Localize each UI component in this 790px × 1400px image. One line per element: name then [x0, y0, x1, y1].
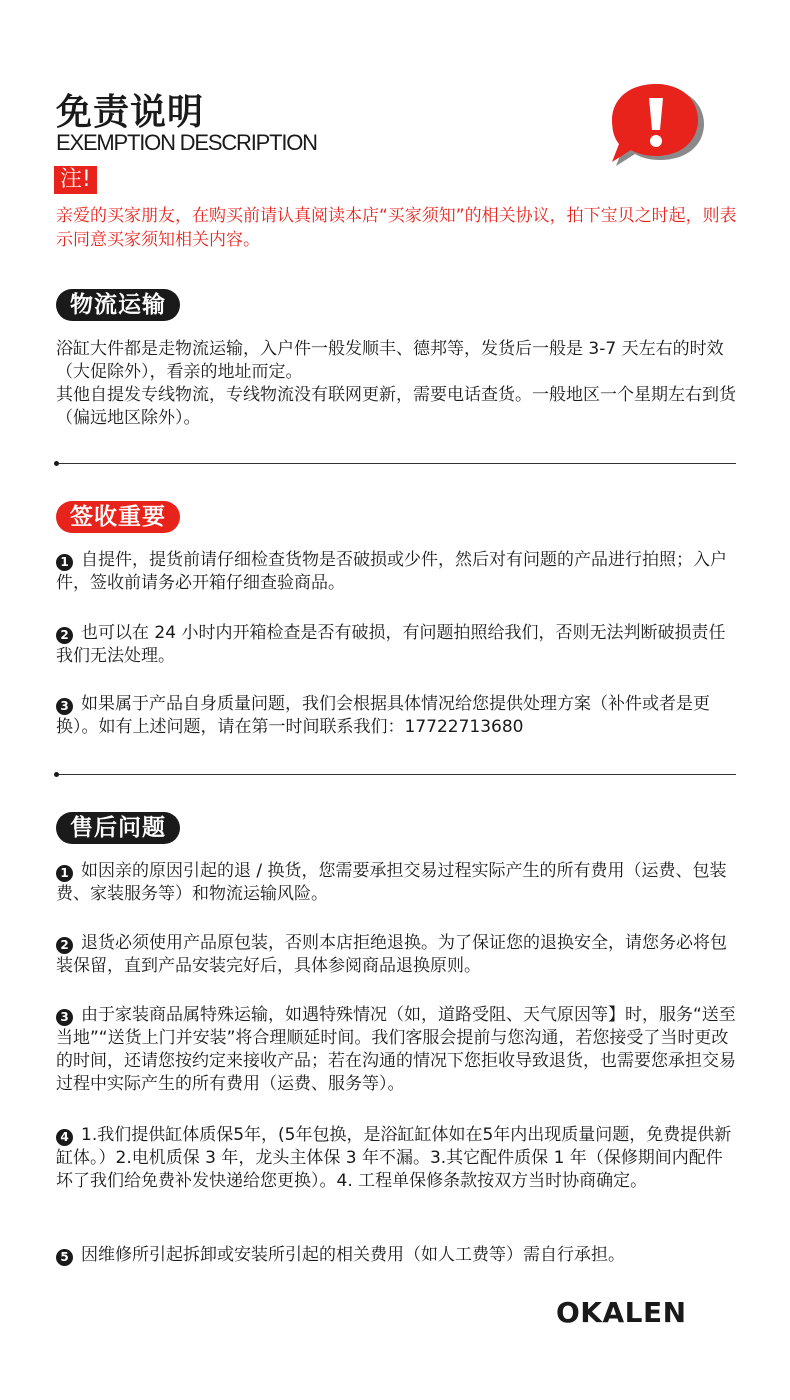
section-heading-aftersales: 售后问题	[56, 812, 180, 844]
section-heading-signing: 签收重要	[56, 501, 180, 533]
list-item	[56, 860, 738, 906]
number-badge-icon: 3	[56, 1009, 73, 1026]
list-item	[56, 693, 738, 739]
number-badge-icon: 1	[56, 865, 73, 882]
number-badge-icon: 4	[56, 1129, 73, 1146]
number-badge-icon: 1	[56, 554, 73, 571]
logistics-paragraph-2: 其他自提发专线物流，专线物流没有联网更新，需要电话查货。一般地区一个星期左右到货（偏远地区除外）。	[56, 385, 736, 428]
number-badge-icon: 3	[56, 698, 73, 715]
list-item-text: 因维修所引起拆卸或安装所引起的相关费用（如人工费等）需自行承担。	[81, 1245, 625, 1265]
list-item	[56, 1244, 738, 1267]
exclamation-speech-bubble-icon	[608, 82, 708, 172]
list-item-text: 自提件，提货前请仔细检查货物是否破损或少件，然后对有问题的产品进行拍照；入户件，签收前请务必开箱仔细查验商品。	[56, 550, 727, 593]
list-item	[56, 932, 738, 978]
list-item	[56, 622, 738, 668]
number-badge-icon: 5	[56, 1249, 73, 1266]
page-subtitle: EXEMPTION DESCRIPTION	[56, 130, 317, 155]
brand-logo: OKALEN	[556, 1296, 687, 1329]
list-item	[56, 1004, 738, 1096]
note-tag: 注!	[54, 166, 97, 194]
list-item	[56, 1124, 738, 1193]
list-item-text: 退货必须使用产品原包装，否则本店拒绝退换。为了保证您的退换安全，请您务必将包装保留，直到产品安装完好后，具体参阅商品退换原则。	[56, 933, 727, 976]
list-item	[56, 549, 738, 595]
number-badge-icon: 2	[56, 627, 73, 644]
logistics-paragraph-1: 浴缸大件都是走物流运输，入户件一般发顺丰、德邦等，发货后一般是 3-7 天左右的时效（大促除外），看亲的地址而定。	[56, 339, 724, 382]
list-item-text: 也可以在 24 小时内开箱检查是否有破损，有问题拍照给我们，否则无法判断破损责任我们无法处理。	[56, 623, 726, 666]
list-item-text: 如果属于产品自身质量问题，我们会根据具体情况给您提供处理方案（补件或者是更换）。如有上述问题，请在第一时间联系我们：17722713680	[56, 694, 710, 737]
page-title: 免责说明	[56, 92, 205, 133]
list-item-text: 由于家装商品属特殊运输，如遇特殊情况（如，道路受阻、天气原因等】时，服务“送至当地”“送货上门并安装”将合理顺延时间。我们客服会提前与您沟通，若您接受了当时更改的时间，还请您按约定来接收产品；若在沟通的情况下您拒收导致退货，也需要您承担交易过程中实际产生的所有费用（运费、服务等）。	[56, 1005, 736, 1094]
section-heading-logistics: 物流运输	[56, 289, 180, 321]
section-divider	[56, 774, 736, 775]
notice-text: 亲爱的买家朋友，在购买前请认真阅读本店“买家须知”的相关协议，拍下宝贝之时起，则表示同意买家须知相关内容。	[56, 206, 737, 250]
section-divider	[56, 463, 736, 464]
number-badge-icon: 2	[56, 937, 73, 954]
list-item-text: 1.我们提供缸体质保5年，(5年包换，是浴缸缸体如在5年内出现质量问题，免费提供新缸体。）2.电机质保 3 年，龙头主体保 3 年不漏。3.其它配件质保 1 年（保修期间内配件坏了我们给免费补发快递给您更换）。4. 工程单保修条款按双方当时协商确定。	[56, 1125, 732, 1191]
list-item-text: 如因亲的原因引起的退 / 换货，您需要承担交易过程实际产生的所有费用（运费、包装费、家装服务等）和物流运输风险。	[56, 861, 727, 904]
